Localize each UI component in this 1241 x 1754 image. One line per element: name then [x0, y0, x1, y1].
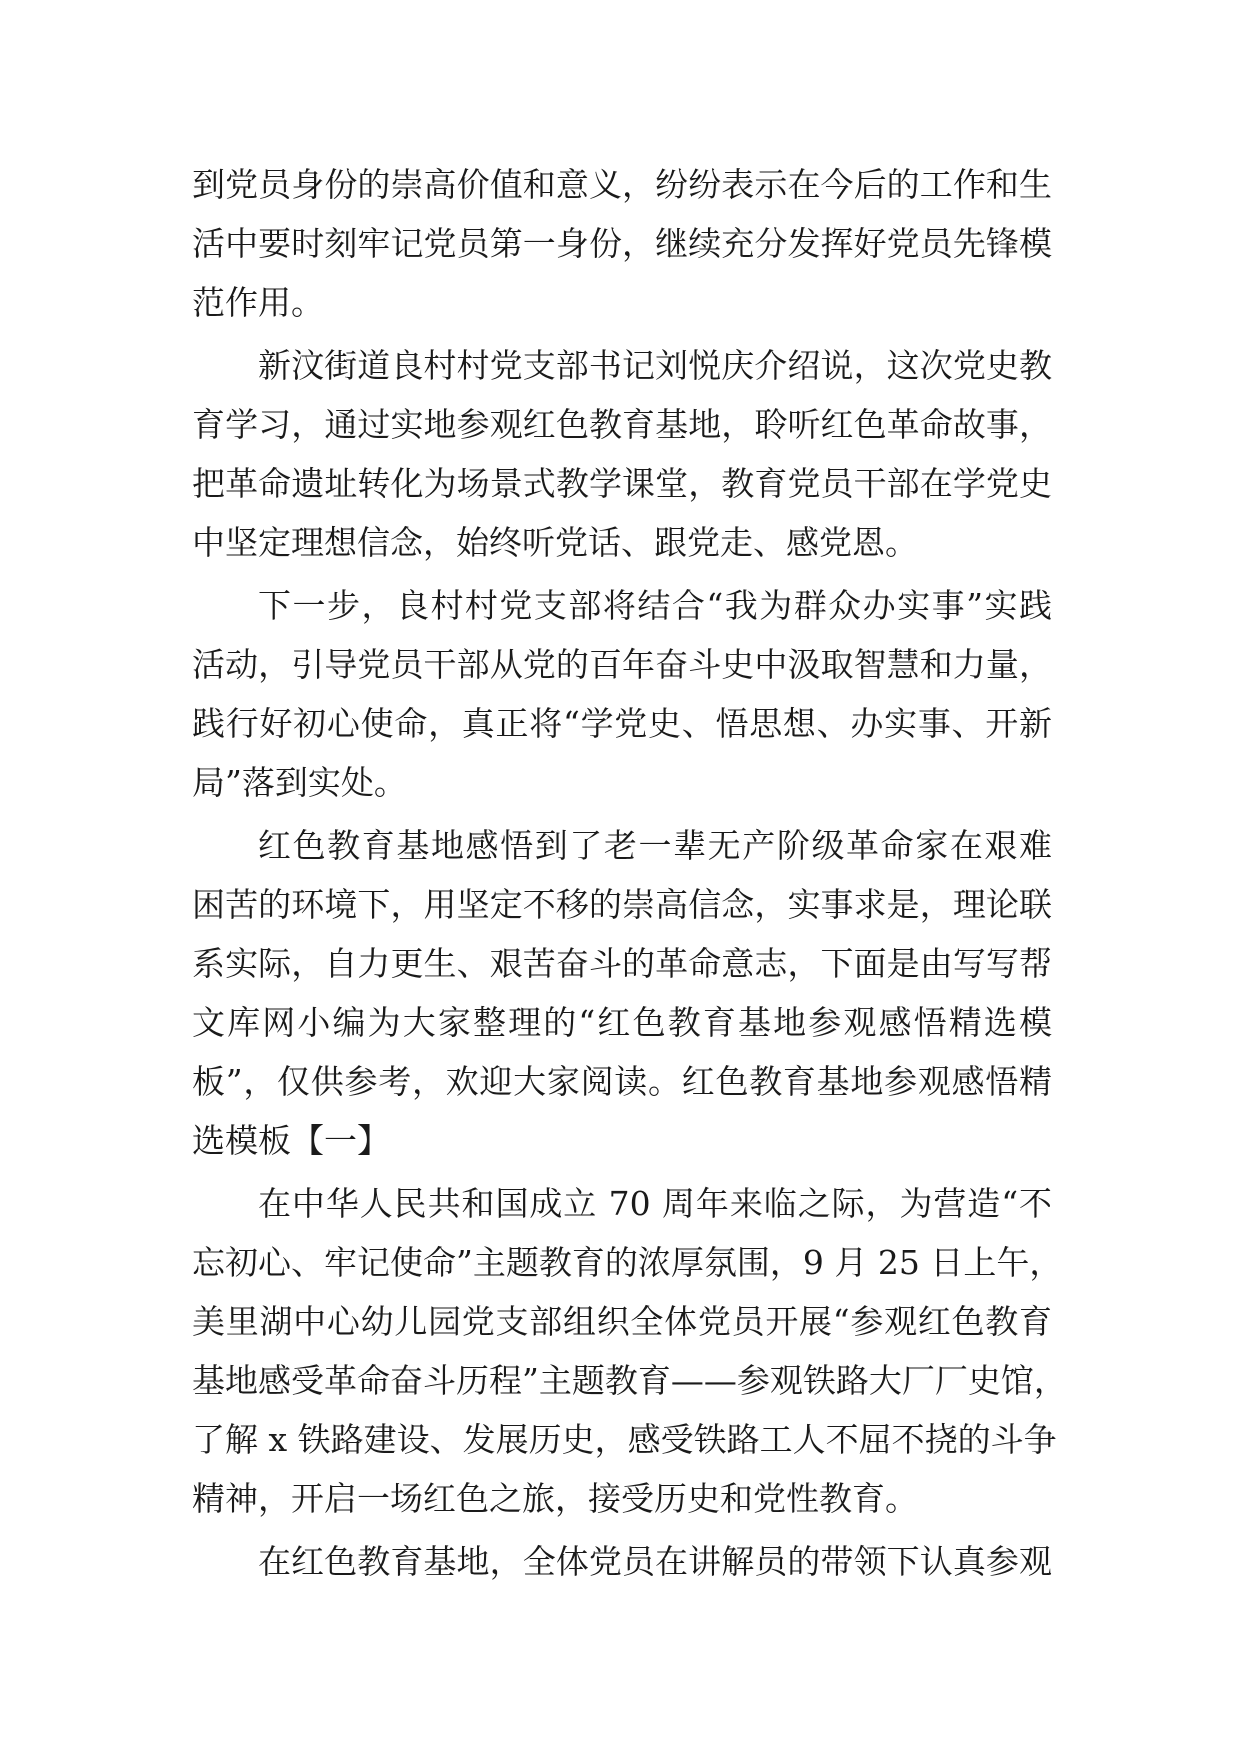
text-line: 文库网小编为大家整理的“红色教育基地参观感悟精选模	[192, 1003, 1052, 1042]
text-line: 在中华人民共和国成立 70 周年来临之际，为营造“不	[258, 1184, 1052, 1223]
text-line: 选模板【一】	[192, 1121, 390, 1160]
text-line: 把革命遗址转化为场景式教学课堂，教育党员干部在学党史	[192, 464, 1052, 503]
paragraph	[192, 155, 1052, 332]
document-body	[192, 155, 1067, 1591]
paragraph	[192, 336, 1052, 572]
paragraph	[192, 576, 1052, 812]
text-line: 范作用。	[192, 283, 324, 322]
text-line: 育学习，通过实地参观红色教育基地，聆听红色革命故事，	[192, 405, 1052, 444]
text-line: 系实际，自力更生、艰苦奋斗的革命意志，下面是由写写帮	[192, 944, 1052, 983]
text-line: 板”，仅供参考，欢迎大家阅读。红色教育基地参观感悟精	[192, 1062, 1052, 1101]
paragraph	[192, 1532, 1052, 1591]
text-line: 美里湖中心幼儿园党支部组织全体党员开展“参观红色教育	[192, 1302, 1052, 1341]
text-line: 红色教育基地感悟到了老一辈无产阶级革命家在艰难	[258, 826, 1052, 865]
text-line: 精神，开启一场红色之旅，接受历史和党性教育。	[192, 1479, 918, 1518]
text-line: 到党员身份的崇高价值和意义，纷纷表示在今后的工作和生	[192, 165, 1052, 204]
text-line: 基地感受革命奋斗历程”主题教育——参观铁路大厂厂史馆，	[192, 1361, 1067, 1400]
text-line: 下一步，良村村党支部将结合“我为群众办实事”实践	[258, 586, 1052, 625]
text-line: 践行好初心使命，真正将“学党史、悟思想、办实事、开新	[192, 704, 1052, 743]
text-line: 新汶街道良村村党支部书记刘悦庆介绍说，这次党史教	[258, 346, 1052, 385]
text-line: 活中要时刻牢记党员第一身份，继续充分发挥好党员先锋模	[192, 224, 1052, 263]
text-line: 困苦的环境下，用坚定不移的崇高信念，实事求是，理论联	[192, 885, 1052, 924]
text-line: 忘初心、牢记使命”主题教育的浓厚氛围，9 月 25 日上午，	[192, 1243, 1063, 1282]
text-line: 了解 x 铁路建设、发展历史，感受铁路工人不屈不挠的斗争	[192, 1420, 1057, 1459]
text-line: 在红色教育基地，全体党员在讲解员的带领下认真参观	[258, 1542, 1052, 1581]
text-line: 中坚定理想信念，始终听党话、跟党走、感党恩。	[192, 523, 918, 562]
paragraph	[192, 816, 1052, 1170]
text-line: 活动，引导党员干部从党的百年奋斗史中汲取智慧和力量，	[192, 645, 1052, 684]
paragraph	[192, 1174, 1067, 1528]
text-line: 局”落到实处。	[192, 763, 407, 802]
